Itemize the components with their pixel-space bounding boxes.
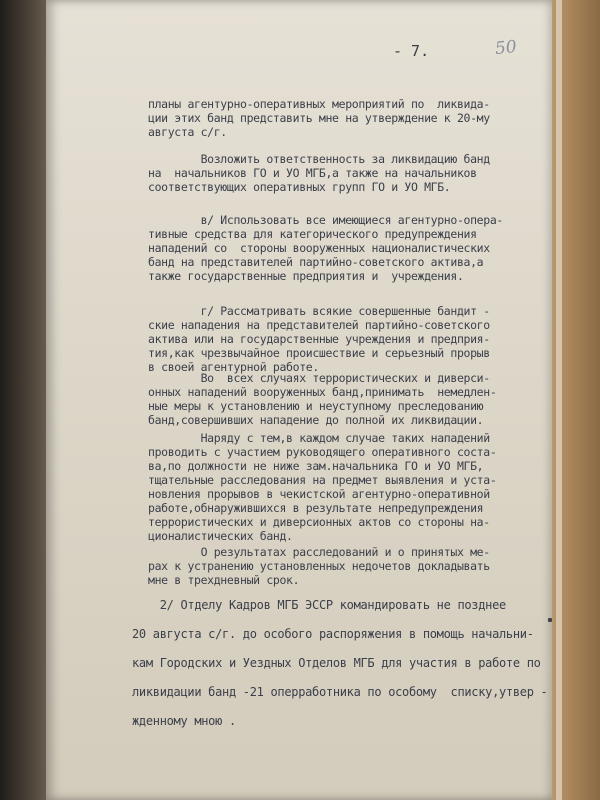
paragraph-item-v: в/ Использовать все имеющиеся агентурно-опера- тивные средства для категорического предупреждения нападений со стороны вооруженных националистических банд на представителей партийно-советского актива,а также государственные предприятия и учреждения. (148, 213, 503, 283)
margin-dot (548, 618, 552, 622)
page-number: - 7. (393, 42, 430, 60)
paragraph-investigations: Наряду с тем,в каждом случае таких нападений проводить с участием руководящего оперативного соста- ва,по должности не ниже зам.начальника ГО и УО МГБ, тщательные расследования на предмет выявления и уста- новления прорывов в чекистской агентурно-оперативной работе,обнаружившихся в результате непредупреждения террористических и диверсионных актов со стороны на- ционалистических банд. (148, 431, 497, 543)
paragraph-plans: планы агентурно-оперативных мероприятий по ликвида- ции этих банд представить мне на утверждение к 20-му августа с/г. (148, 97, 490, 139)
binder-spine (0, 0, 52, 800)
paragraph-item-g: г/ Рассматривать всякие совершенные бандит - ские нападения на представителей партийно-советского актива или на государственные учреждения и предприя- тия,как чрезвычайное происшествие и серьезный прорыв в своей агентурной работе. (148, 304, 490, 374)
page-stack-stripe (556, 0, 562, 800)
paragraph-report: О результатах расследований и о принятых ме- рах к устранению установленных недочетов докладывать мне в трехдневный срок. (148, 545, 490, 587)
paragraph-all-cases: Во всех случаях террористических и диверси- онных нападений вооруженных банд,принимать немедлен- ные меры к установлению и неуступному преследованию банд,совершивших нападение до полной их ликвидации. (148, 371, 497, 427)
paragraph-responsibility: Возложить ответственность за ликвидацию банд на начальников ГО и УО МГБ,а также на начальников соответствующих оперативных групп ГО и УО МГБ. (148, 152, 490, 194)
handwritten-folio-number: 50 (494, 36, 518, 60)
paragraph-item-2-personnel: 2/ Отделу Кадров МГБ ЭССР командировать не позднее 20 августа с/г. до особого распоряжения в помощь начальни- кам Городских и Уездных Отделов МГБ для участия в работе по ликвидации банд -21 оперработника по особому списку,утвер - жденному мною . (132, 598, 548, 728)
